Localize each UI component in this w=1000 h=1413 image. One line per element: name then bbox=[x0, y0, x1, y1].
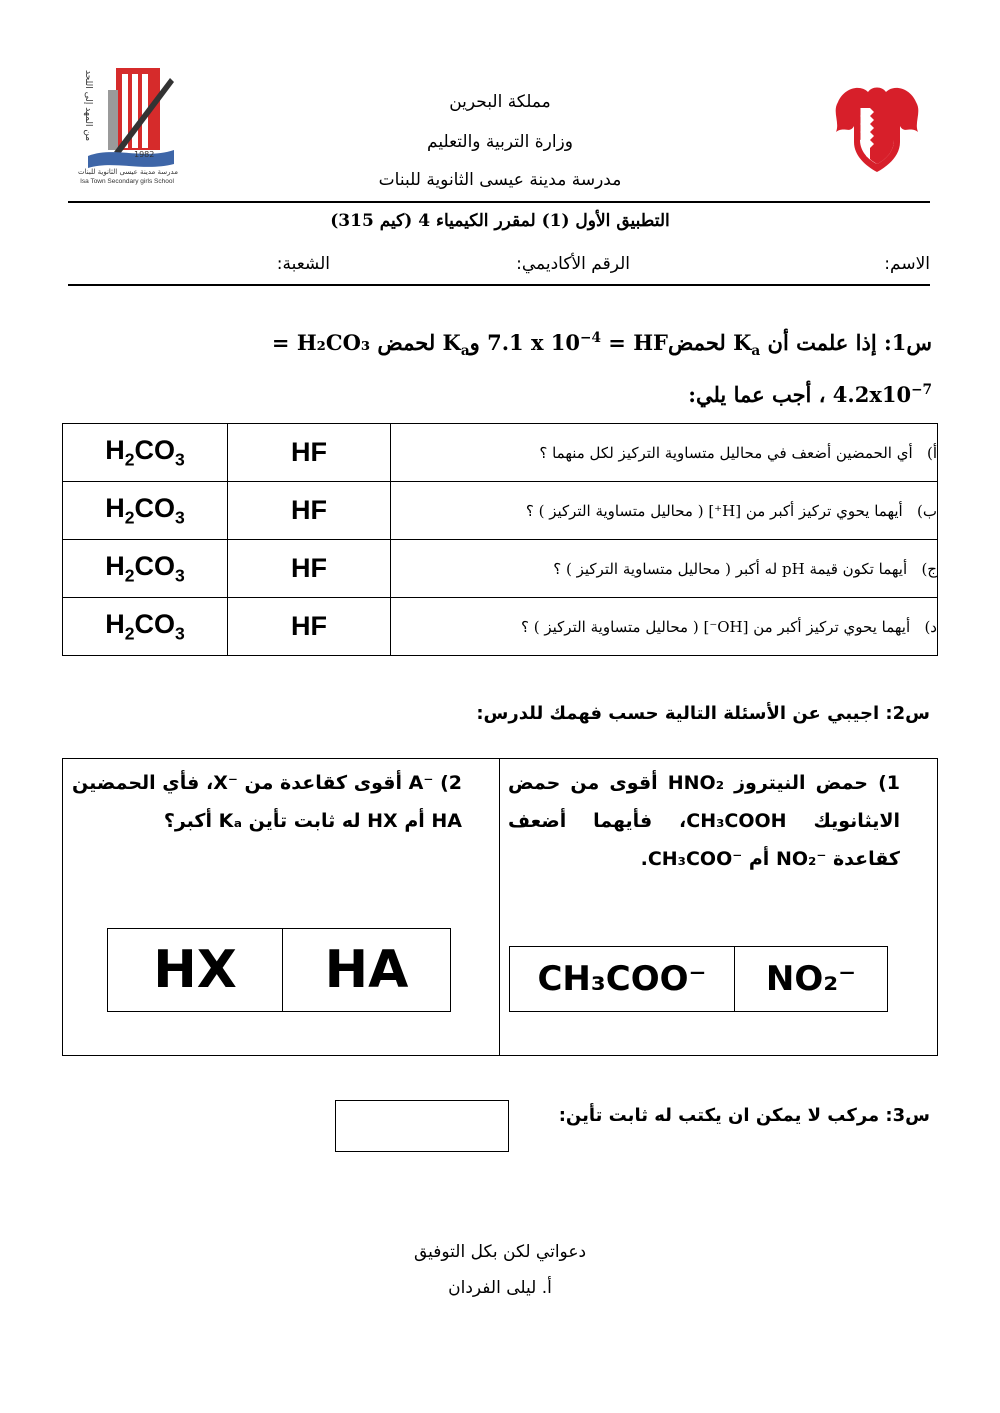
footer-wish: دعواتي لكن بكل التوفيق bbox=[413, 1242, 587, 1262]
fields-divider bbox=[68, 284, 930, 286]
q1-value2: $4.2x10^{-7}$ bbox=[832, 382, 932, 407]
q2-part1-option-ch3coo[interactable]: CH₃COO⁻ bbox=[510, 947, 735, 1012]
q1-b-option-hf[interactable]: HF bbox=[228, 482, 391, 540]
logo-year: 1982 bbox=[134, 150, 155, 159]
q1-a-option-hf[interactable]: HF bbox=[228, 424, 391, 482]
q1-b-question: ب) أيهما يحوي تركيز أكبر من [H⁺] ( محاليل متساوية التركيز ) ؟ bbox=[391, 482, 938, 540]
q1-h2co3: H₂CO₃ bbox=[296, 330, 371, 355]
q2-part2-option-ha[interactable]: HA bbox=[283, 929, 451, 1012]
emblem-icon bbox=[830, 82, 924, 174]
q2-divider bbox=[499, 758, 500, 1055]
q1-a-option-h2co3[interactable]: $H_2CO_3$ bbox=[63, 424, 228, 482]
q1-ka-symbol: $K_a$ bbox=[733, 330, 761, 360]
footer-teacher: أ. ليلى الفردان bbox=[448, 1278, 552, 1298]
q1-d-question: د) أيهما يحوي تركيز أكبر من [OH⁻] ( محاليل متساوية التركيز ) ؟ bbox=[391, 598, 938, 656]
q3-answer-box[interactable] bbox=[335, 1100, 509, 1152]
q2-prompt: س2: اجيبي عن الأسئلة التالية حسب فهمك للدرس: bbox=[476, 703, 930, 724]
name-field-label: الاسم: bbox=[884, 254, 930, 274]
worksheet-title: التطبيق الأول (1) لمقرر الكيمياء 4 (كيم 315) bbox=[330, 211, 670, 231]
q3-prompt: س3: مركب لا يمكن ان يكتب له ثابت تأين: bbox=[558, 1105, 930, 1126]
q2-part2-choices bbox=[107, 928, 451, 1012]
q1-c-option-h2co3[interactable]: $H_2CO_3$ bbox=[63, 540, 228, 598]
q2-part2-text: 2) ⁻A أقوى كقاعدة من ⁻X، فأي الحمضين HA أم HX له ثابت تأين Kₐ أكبر؟ bbox=[72, 772, 462, 832]
q1-ka-symbol-2: $K_a$ bbox=[442, 330, 470, 360]
q1-equals-2: = bbox=[271, 330, 290, 355]
q2-part1-text: 1) حمض النيتروز HNO₂ أقوى من حمض الايثانويك CH₃COOH، فأيهما أضعف كقاعدة ⁻NO₂ أم ⁻CH₃COO. bbox=[508, 772, 900, 870]
q1-table bbox=[62, 423, 938, 656]
logo-school-en: Isa Town Secondary girls School bbox=[80, 178, 174, 185]
table-row bbox=[63, 598, 938, 656]
q1-suffix: ، أجب عما يلي: bbox=[688, 382, 826, 407]
logo-school-ar: مدرسة مدينة عيسى الثانوية للبنات bbox=[78, 168, 178, 176]
q1-equals: = bbox=[608, 330, 626, 355]
logo-arabic-motto: من المهد إلى اللحد bbox=[83, 70, 93, 142]
academic-number-label: الرقم الأكاديمي: bbox=[516, 254, 630, 274]
q1-statement-line1 bbox=[60, 330, 932, 359]
table-row bbox=[63, 424, 938, 482]
table-row bbox=[63, 540, 938, 598]
q1-value1: 7.1 x $10^{-4}$ bbox=[487, 330, 601, 355]
q2-part1-option-no2[interactable]: NO₂⁻ bbox=[735, 947, 888, 1012]
q1-statement-line2 bbox=[60, 382, 932, 407]
q1-b-option-h2co3[interactable]: $H_2CO_3$ bbox=[63, 482, 228, 540]
q2-part1-choices bbox=[509, 946, 888, 1012]
q1-for-acid-2: لحمض bbox=[377, 330, 436, 355]
header-school: مدرسة مدينة عيسى الثانوية للبنات bbox=[378, 170, 622, 190]
school-logo bbox=[74, 60, 180, 190]
q1-c-option-hf[interactable]: HF bbox=[228, 540, 391, 598]
section-label: الشعبة: bbox=[276, 254, 330, 274]
q1-d-option-hf[interactable]: HF bbox=[228, 598, 391, 656]
q1-prefix: س1: إذا علمت أن bbox=[767, 330, 932, 355]
table-row bbox=[63, 482, 938, 540]
header-country: مملكة البحرين bbox=[449, 92, 551, 112]
q1-c-question: ج) أيهما تكون قيمة pH له أكبر ( محاليل متساوية التركيز ) ؟ bbox=[391, 540, 938, 598]
bahrain-emblem bbox=[830, 82, 924, 174]
q1-for-acid: لحمض bbox=[667, 330, 726, 355]
header-divider bbox=[68, 201, 930, 203]
q1-d-option-h2co3[interactable]: $H_2CO_3$ bbox=[63, 598, 228, 656]
q1-a-question: أ) أي الحمضين أضعف في محاليل متساوية التركيز لكل منهما ؟ bbox=[391, 424, 938, 482]
q1-and: و bbox=[469, 330, 480, 355]
q1-hf: HF bbox=[633, 330, 668, 355]
q2-part2-option-hx[interactable]: HX bbox=[108, 929, 283, 1012]
header-ministry: وزارة التربية والتعليم bbox=[427, 132, 573, 152]
